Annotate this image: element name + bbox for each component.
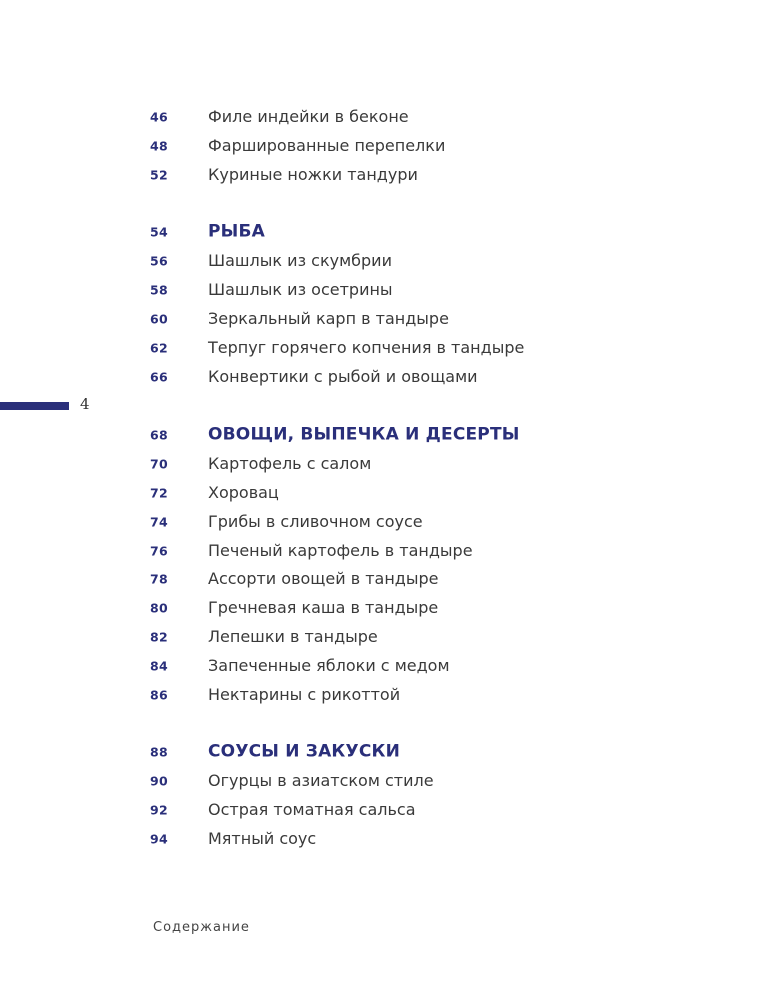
toc-page-number: 58 [150,282,168,297]
toc-entry-title: Шашлык из осетрины [208,279,393,299]
toc-page-number: 68 [150,427,168,442]
toc-row[interactable] [0,536,761,565]
toc-row[interactable] [0,766,761,795]
toc-section-title: ОВОЩИ, ВЫПЕЧКА И ДЕСЕРТЫ [208,424,520,445]
toc-row[interactable] [0,622,761,651]
toc-entry-title: Запеченные яблоки с медом [208,655,450,675]
toc-entry-title: Филе индейки в беконе [208,106,409,126]
toc-page-number: 78 [150,571,168,586]
toc-page-number: 56 [150,253,168,268]
toc-entry-title: Картофель с салом [208,453,372,473]
toc-row[interactable] [0,160,761,189]
toc-page-number: 48 [150,138,168,153]
toc-page-number: 46 [150,109,168,124]
toc-page-number: 62 [150,340,168,355]
toc-entry-title: Печеный картофель в тандыре [208,540,473,560]
toc-entry-title: Лепешки в тандыре [208,626,378,646]
toc-entry-title: Грибы в сливочном соусе [208,511,423,531]
toc-entry-title: Фаршированные перепелки [208,135,446,155]
toc-page-number: 52 [150,167,168,182]
toc-page-number: 72 [150,485,168,500]
toc-row[interactable] [0,449,761,478]
toc-row[interactable] [0,131,761,160]
toc-row[interactable] [0,564,761,593]
toc-page-number: 88 [150,744,168,759]
toc-page-number: 86 [150,687,168,702]
toc-entry-title: Куриные ножки тандури [208,164,418,184]
toc-page-number: 80 [150,600,168,615]
toc-page-number: 70 [150,456,168,471]
running-footer: Содержание [153,920,250,935]
toc-entry-title: Хоровац [208,482,279,502]
toc-row[interactable] [0,362,761,391]
toc-section-row[interactable] [0,737,761,766]
toc-entry-title: Огурцы в азиатском стиле [208,770,434,790]
toc-row[interactable] [0,507,761,536]
toc-section-title: СОУСЫ И ЗАКУСКИ [208,741,401,762]
toc-row[interactable] [0,824,761,853]
toc-page-number: 94 [150,831,168,846]
toc-page-number: 54 [150,224,168,239]
toc-section-row[interactable] [0,217,761,246]
side-accent-bar [0,402,69,410]
toc-entry-title: Терпуг горячего копчения в тандыре [208,337,525,357]
toc-entry-title: Гречневая каша в тандыре [208,597,439,617]
toc-row[interactable] [0,651,761,680]
toc-row[interactable] [0,275,761,304]
toc-entry-title: Зеркальный карп в тандыре [208,308,449,328]
toc-row[interactable] [0,795,761,824]
toc-row[interactable] [0,304,761,333]
toc-page-number: 74 [150,514,168,529]
toc-entry-title: Шашлык из скумбрии [208,250,392,270]
toc-row[interactable] [0,333,761,362]
toc-row[interactable] [0,102,761,131]
toc-page-number: 90 [150,773,168,788]
toc-row[interactable] [0,680,761,709]
toc-entry-title: Нектарины с рикоттой [208,684,401,704]
page-number: 4 [80,395,90,413]
toc-row[interactable] [0,593,761,622]
toc-row[interactable] [0,246,761,275]
toc-page-number: 66 [150,369,168,384]
toc-entry-title: Мятный соус [208,828,317,848]
toc-page-number: 84 [150,658,168,673]
toc-row[interactable] [0,478,761,507]
toc-entry-title: Острая томатная сальса [208,799,416,819]
toc-section-title: РЫБА [208,221,265,242]
toc-page-number: 82 [150,629,168,644]
toc-page-number: 92 [150,802,168,817]
toc-section-row[interactable] [0,420,761,449]
toc-page-number: 76 [150,543,168,558]
toc-page-number: 60 [150,311,168,326]
toc-entry-title: Ассорти овощей в тандыре [208,568,439,588]
toc-entry-title: Конвертики с рыбой и овощами [208,366,478,386]
